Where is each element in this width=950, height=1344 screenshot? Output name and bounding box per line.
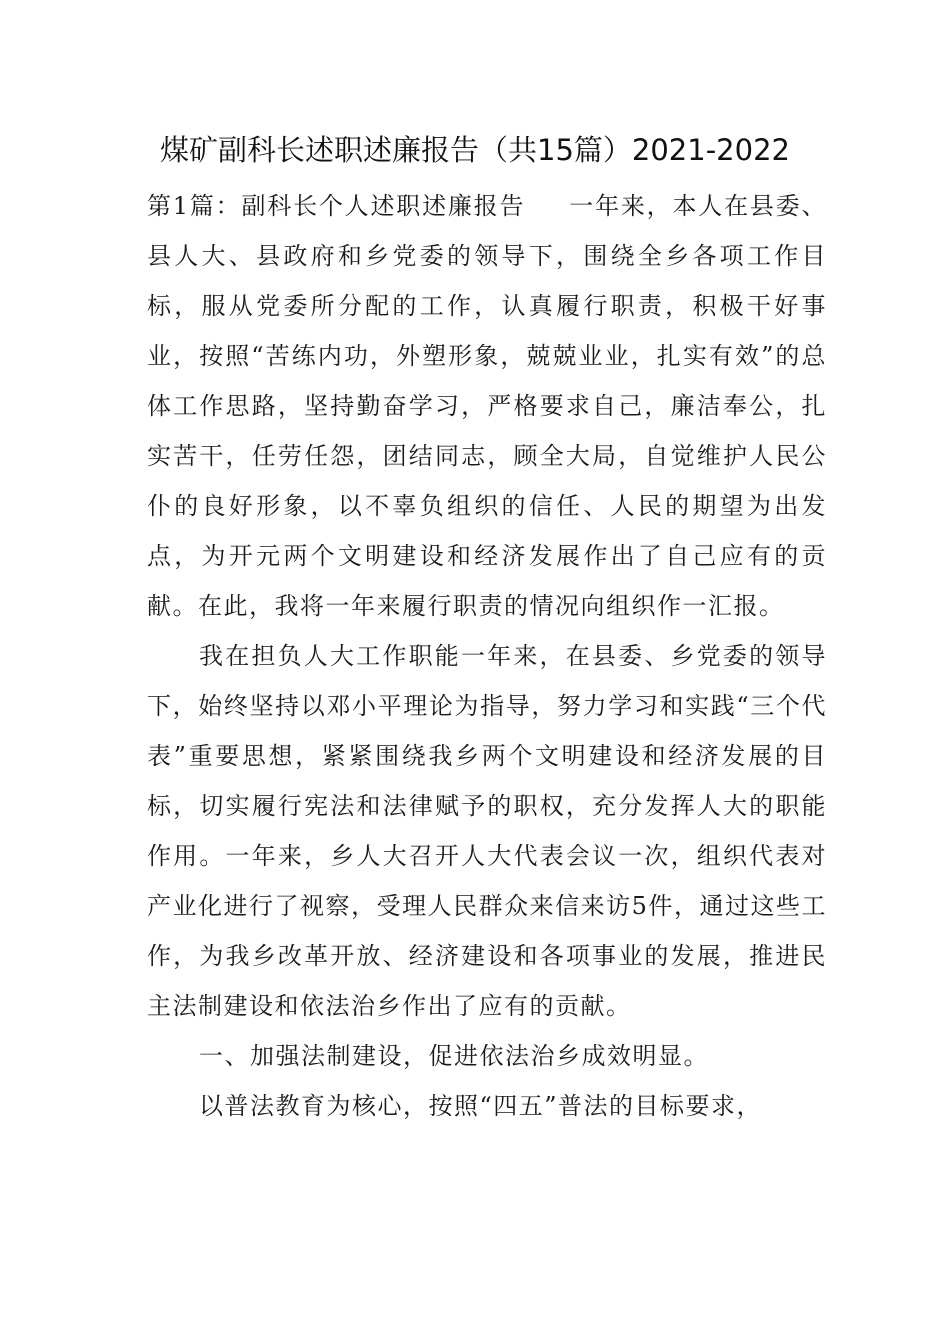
paragraph: 我在担负人大工作职能一年来，在县委、乡党委的领导下，始终坚持以邓小平理论为指导，努力学习和实践“三个代表”重要思想，紧紧围绕我乡两个文明建设和经济发展的目标，切实履行宪法和法律赋予的职权，充分发挥人大的职能作用。一年来，乡人大召开人大代表会议一次，组织代表对产业化进行了视察，受理人民群众来信来访5件，通过这些工作，为我乡改革开放、经济建设和各项事业的发展，推进民主法制建设和依法治乡作出了应有的贡献。 [147, 642, 827, 1020]
paragraph: 以普法教育为核心，按照“四五”普法的目标要求， [199, 1092, 763, 1120]
document-title: 煤矿副科长述职述廉报告（共15篇）2021-2022 [160, 133, 790, 167]
paragraph-text: 一年来，本人在县委、县人大、县政府和乡党委的领导下，围绕全乡各项工作目标，服从党委所分配的工作，认真履行职责，积极干好事业，按照“苦练内功，外塑形象，兢兢业业，扎实有效”的总体工作思路，坚持勤奋学习，严格要求自己，廉洁奉公，扎实苦干，任劳任怨，团结同志，顾全大局，自觉维护人民公仆的良好形象，以不辜负组织的信任、人民的期望为出发点，为开元两个文明建设和经济发展作出了自己应有的贡献。在此，我将一年来履行职责的情况向组织作一汇报。 [147, 192, 827, 620]
section-heading: 第1篇：副科长个人述职述廉报告 [147, 192, 526, 220]
first-paragraph [147, 181, 827, 631]
document-body [147, 181, 827, 1131]
subheading-paragraph: 一、加强法制建设，促进依法治乡成效明显。 [199, 1042, 709, 1070]
